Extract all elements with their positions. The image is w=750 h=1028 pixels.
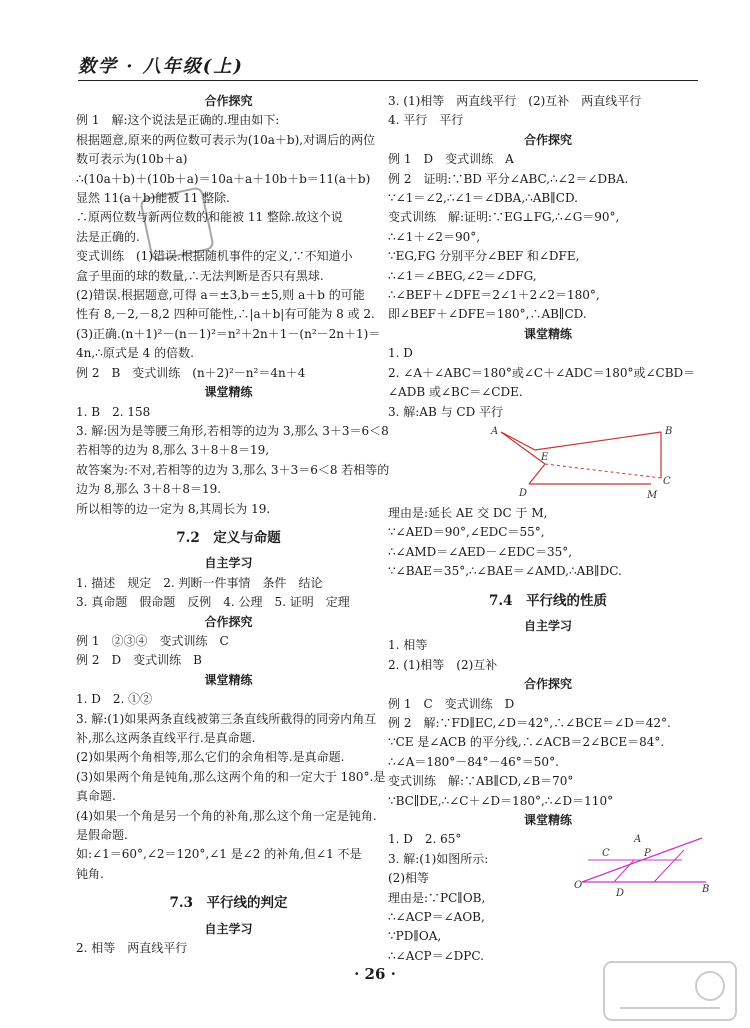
text-line: 理由是:∵PC∥OB,	[388, 890, 486, 905]
text-line: 例 1 D 变式训练 A	[388, 152, 514, 167]
text-line: 1. 相等	[388, 638, 428, 653]
text-line: 例 2 B 变式训练 (n＋2)²－n²＝4n＋4	[76, 365, 306, 380]
subsection-heading: 合作探究	[523, 677, 572, 692]
text-line: 数可表示为(10b＋a)	[76, 152, 188, 167]
left-block-a	[76, 92, 390, 519]
subsection-heading: 课堂精练	[204, 672, 253, 687]
fig1-label-e: E	[541, 451, 549, 463]
text-line: 若相等的边为 8,那么 3＋8＋8＝19,	[76, 443, 270, 458]
text-line: 1. B 2. 158	[76, 404, 151, 419]
fig1-label-c: C	[663, 475, 671, 487]
text-line: 边为 8,那么 3＋8＋8＝19.	[76, 482, 222, 497]
section-title-7-2: 7.2 定义与命题	[176, 529, 281, 546]
text-line: (3)如果两个角是钝角,那么这两个角的和一定大于 180°.是	[76, 769, 386, 784]
subsection-heading: 合作探究	[204, 94, 253, 108]
fig1-label-m: M	[647, 489, 658, 501]
text-line: ∴原两位数与新两位数的和能被 11 整除.故这个说	[76, 210, 343, 225]
subsection-heading: 课堂精练	[523, 813, 572, 827]
text-line: (3)正确.(n＋1)²－(n－1)²＝n²＋2n＋1－(n²－2n＋1)＝	[76, 326, 381, 341]
text-line: 1. 描述 规定 2. 判断一件事情 条件 结论	[76, 575, 323, 590]
text-line: 例 1 C 变式训练 D	[388, 696, 515, 711]
text-line: ∵PD∥OA,	[388, 929, 442, 944]
fig2-label-a: A	[634, 834, 642, 845]
right-block-a	[388, 92, 708, 422]
text-line: 法是正确的.	[76, 229, 140, 244]
subsection-heading: 自主学习	[204, 921, 253, 936]
text-line: 变式训练 解:证明:∵EG⊥FG,∴∠G＝90°,	[388, 210, 620, 225]
text-line: 4n,∴原式是 4 的倍数.	[76, 346, 194, 361]
text-line: 1. D	[388, 346, 413, 361]
text-line: ∵BC∥DE,∴∠C＋∠D＝180°,∴∠D＝110°	[388, 793, 614, 808]
text-line: 盒子里面的球的数量,∴无法判断是否只有黑球.	[76, 268, 324, 283]
text-line: ∵∠BAE＝35°,∴∠BAE＝∠AMD,∴AB∥DC.	[388, 564, 622, 579]
subsection-heading: 合作探究	[204, 614, 253, 629]
text-line: 根据题意,原来的两位数可表示为(10a＋b),对调后的两位	[76, 132, 376, 147]
text-line: 3. (1)相等 两直线平行 (2)互补 两直线平行	[388, 94, 642, 108]
header-title: 数学 · 八年级(上)	[78, 56, 244, 77]
section-title-7-4: 7.4 平行线的性质	[489, 592, 607, 609]
subsection-heading: 自主学习	[523, 618, 572, 633]
fig2-label-o: O	[574, 880, 583, 891]
text-line: ∴∠ACP＝∠AOB,	[388, 910, 485, 925]
figure-angle-parallel	[574, 820, 714, 900]
text-line: 3. 解:因为是等腰三角形,若相等的边为 3,那么 3＋3＝6＜8	[76, 423, 389, 438]
text-line: ∴(10a＋b)＋(10b＋a)＝10a＋a＋10b＋b＝11(a＋b)	[76, 171, 371, 186]
fig2-label-c: C	[602, 848, 610, 859]
text-line: 变式训练 解:∵AB∥CD,∠B＝70°	[388, 774, 574, 789]
left-block-b	[76, 554, 386, 884]
text-line: ∴∠BEF＋∠DFE＝2∠1＋2∠2＝180°,	[388, 288, 600, 303]
text-line: 2. (1)相等 (2)互补	[388, 657, 498, 672]
text-line: 4. 平行 平行	[388, 113, 464, 128]
left-column	[76, 92, 390, 958]
section-title-7-3: 7.3 平行线的判定	[169, 895, 288, 912]
text-line: ∵EG,FG 分别平分∠BEF 和∠DFE,	[388, 249, 580, 264]
text-line: 2. ∠A＋∠ABC＝180°或∠C＋∠ADC＝180°或∠CBD＝	[388, 365, 696, 380]
text-line: 例 2 证明:∵BD 平分∠ABC,∴∠2＝∠DBA.	[388, 171, 629, 186]
subsection-heading: 课堂精练	[204, 385, 253, 400]
text-line: 变式训练 (1)错误.根据随机事件的定义,∵不知道小	[76, 249, 353, 264]
right-block-b	[388, 504, 708, 582]
text-line: 如:∠1＝60°,∠2＝120°,∠1 是∠2 的补角,但∠1 不是	[76, 847, 362, 862]
page-number: · 26 ·	[354, 965, 396, 983]
text-line: ∵CE 是∠ACB 的平分线,∴∠ACB＝2∠BCE＝84°.	[388, 735, 665, 750]
fig2-label-p: P	[644, 848, 651, 859]
figure-ab-cd-svg	[483, 422, 683, 504]
fig2-label-b: B	[702, 884, 710, 895]
text-line: ∵∠AED＝90°,∠EDC＝55°,	[388, 525, 545, 540]
text-line: ∴∠A＝180°－84°－46°＝50°.	[388, 754, 559, 769]
text-line: 例 1 ②③④ 变式训练 C	[76, 633, 229, 648]
text-line: ∵∠1＝∠2,∴∠1＝∠DBA,∴AB∥CD.	[388, 191, 578, 206]
text-line: 显然 11(a＋b)能被 11 整除.	[76, 191, 230, 206]
site-logo	[600, 958, 740, 1024]
text-line: 例 2 解:∵FD∥EC,∠D＝42°,∴∠BCE＝∠D＝42°.	[388, 715, 671, 730]
text-line: 所以相等的边一定为 8,其周长为 19.	[76, 501, 271, 516]
text-line: 性有 8,－2,－8,2 四种可能性,∴|a＋b|有可能为 8 或 2.	[76, 307, 375, 322]
text-line: 钝角.	[76, 866, 104, 881]
text-line: 即∠BEF＋∠DFE＝180°,∴AB∥CD.	[388, 307, 587, 322]
text-line: 3. 解:AB 与 CD 平行	[388, 404, 504, 419]
text-line: 1. D 2. ①②	[76, 692, 153, 707]
figure-ab-cd	[388, 422, 708, 504]
text-line: 3. 解:(1)如果两条直线被第三条直线所截得的同旁内角互	[76, 711, 377, 726]
text-line: 例 2 D 变式训练 B	[76, 653, 202, 668]
fig1-label-b: B	[665, 425, 673, 437]
text-line: 理由是:延长 AE 交 DC 于 M,	[388, 505, 548, 520]
fig1-label-a: A	[491, 425, 499, 437]
text-line: ∠ADB 或∠BC＝∠CDE.	[388, 385, 523, 400]
text-line: (2)错误.根据题意,可得 a＝±3,b＝±5,则 a＋b 的可能	[76, 288, 365, 303]
subsection-heading: 课堂精练	[523, 326, 572, 341]
text-line: 2. 相等 两直线平行	[76, 941, 188, 956]
subsection-heading: 自主学习	[204, 556, 253, 571]
text-line: 1. D 2. 65°	[388, 832, 462, 847]
right-block-c	[388, 617, 708, 966]
text-line: ∴∠1＝∠BEG,∠2＝∠DFG,	[388, 268, 537, 283]
text-line: 故答案为:不对,若相等的边为 3,那么 3＋3＝6＜8 若相等的	[76, 462, 390, 477]
text-line: ∴∠1＋∠2＝90°,	[388, 229, 481, 244]
text-line: 真命题.	[76, 789, 116, 804]
logo-mark	[600, 958, 740, 1024]
text-line: 补,那么这两条直线平行.是真命题.	[76, 731, 256, 745]
text-line: (2)如果两个角相等,那么它们的余角相等.是真命题.	[76, 750, 345, 765]
fig2-label-d: D	[616, 888, 625, 899]
text-line: 是假命题.	[76, 828, 128, 843]
text-line: 3. 真命题 假命题 反例 4. 公理 5. 证明 定理	[76, 595, 350, 610]
left-block-c	[76, 920, 381, 959]
text-line: ∴∠ACP＝∠DPC.	[388, 948, 484, 963]
page-header	[78, 50, 698, 81]
text-line: 3. 解:(1)如图所示:	[388, 851, 489, 866]
text-line: 例 1 解:这个说法是正确的.理由如下:	[76, 113, 280, 128]
text-line: (2)相等	[388, 871, 429, 886]
text-line: (4)如果一个角是另一个角的补角,那么这个角一定是钝角.	[76, 808, 377, 823]
text-line: ∴∠AMD＝∠AED－∠EDC＝35°,	[388, 544, 573, 559]
subsection-heading: 合作探究	[523, 132, 572, 147]
fig1-label-d: D	[519, 487, 528, 499]
